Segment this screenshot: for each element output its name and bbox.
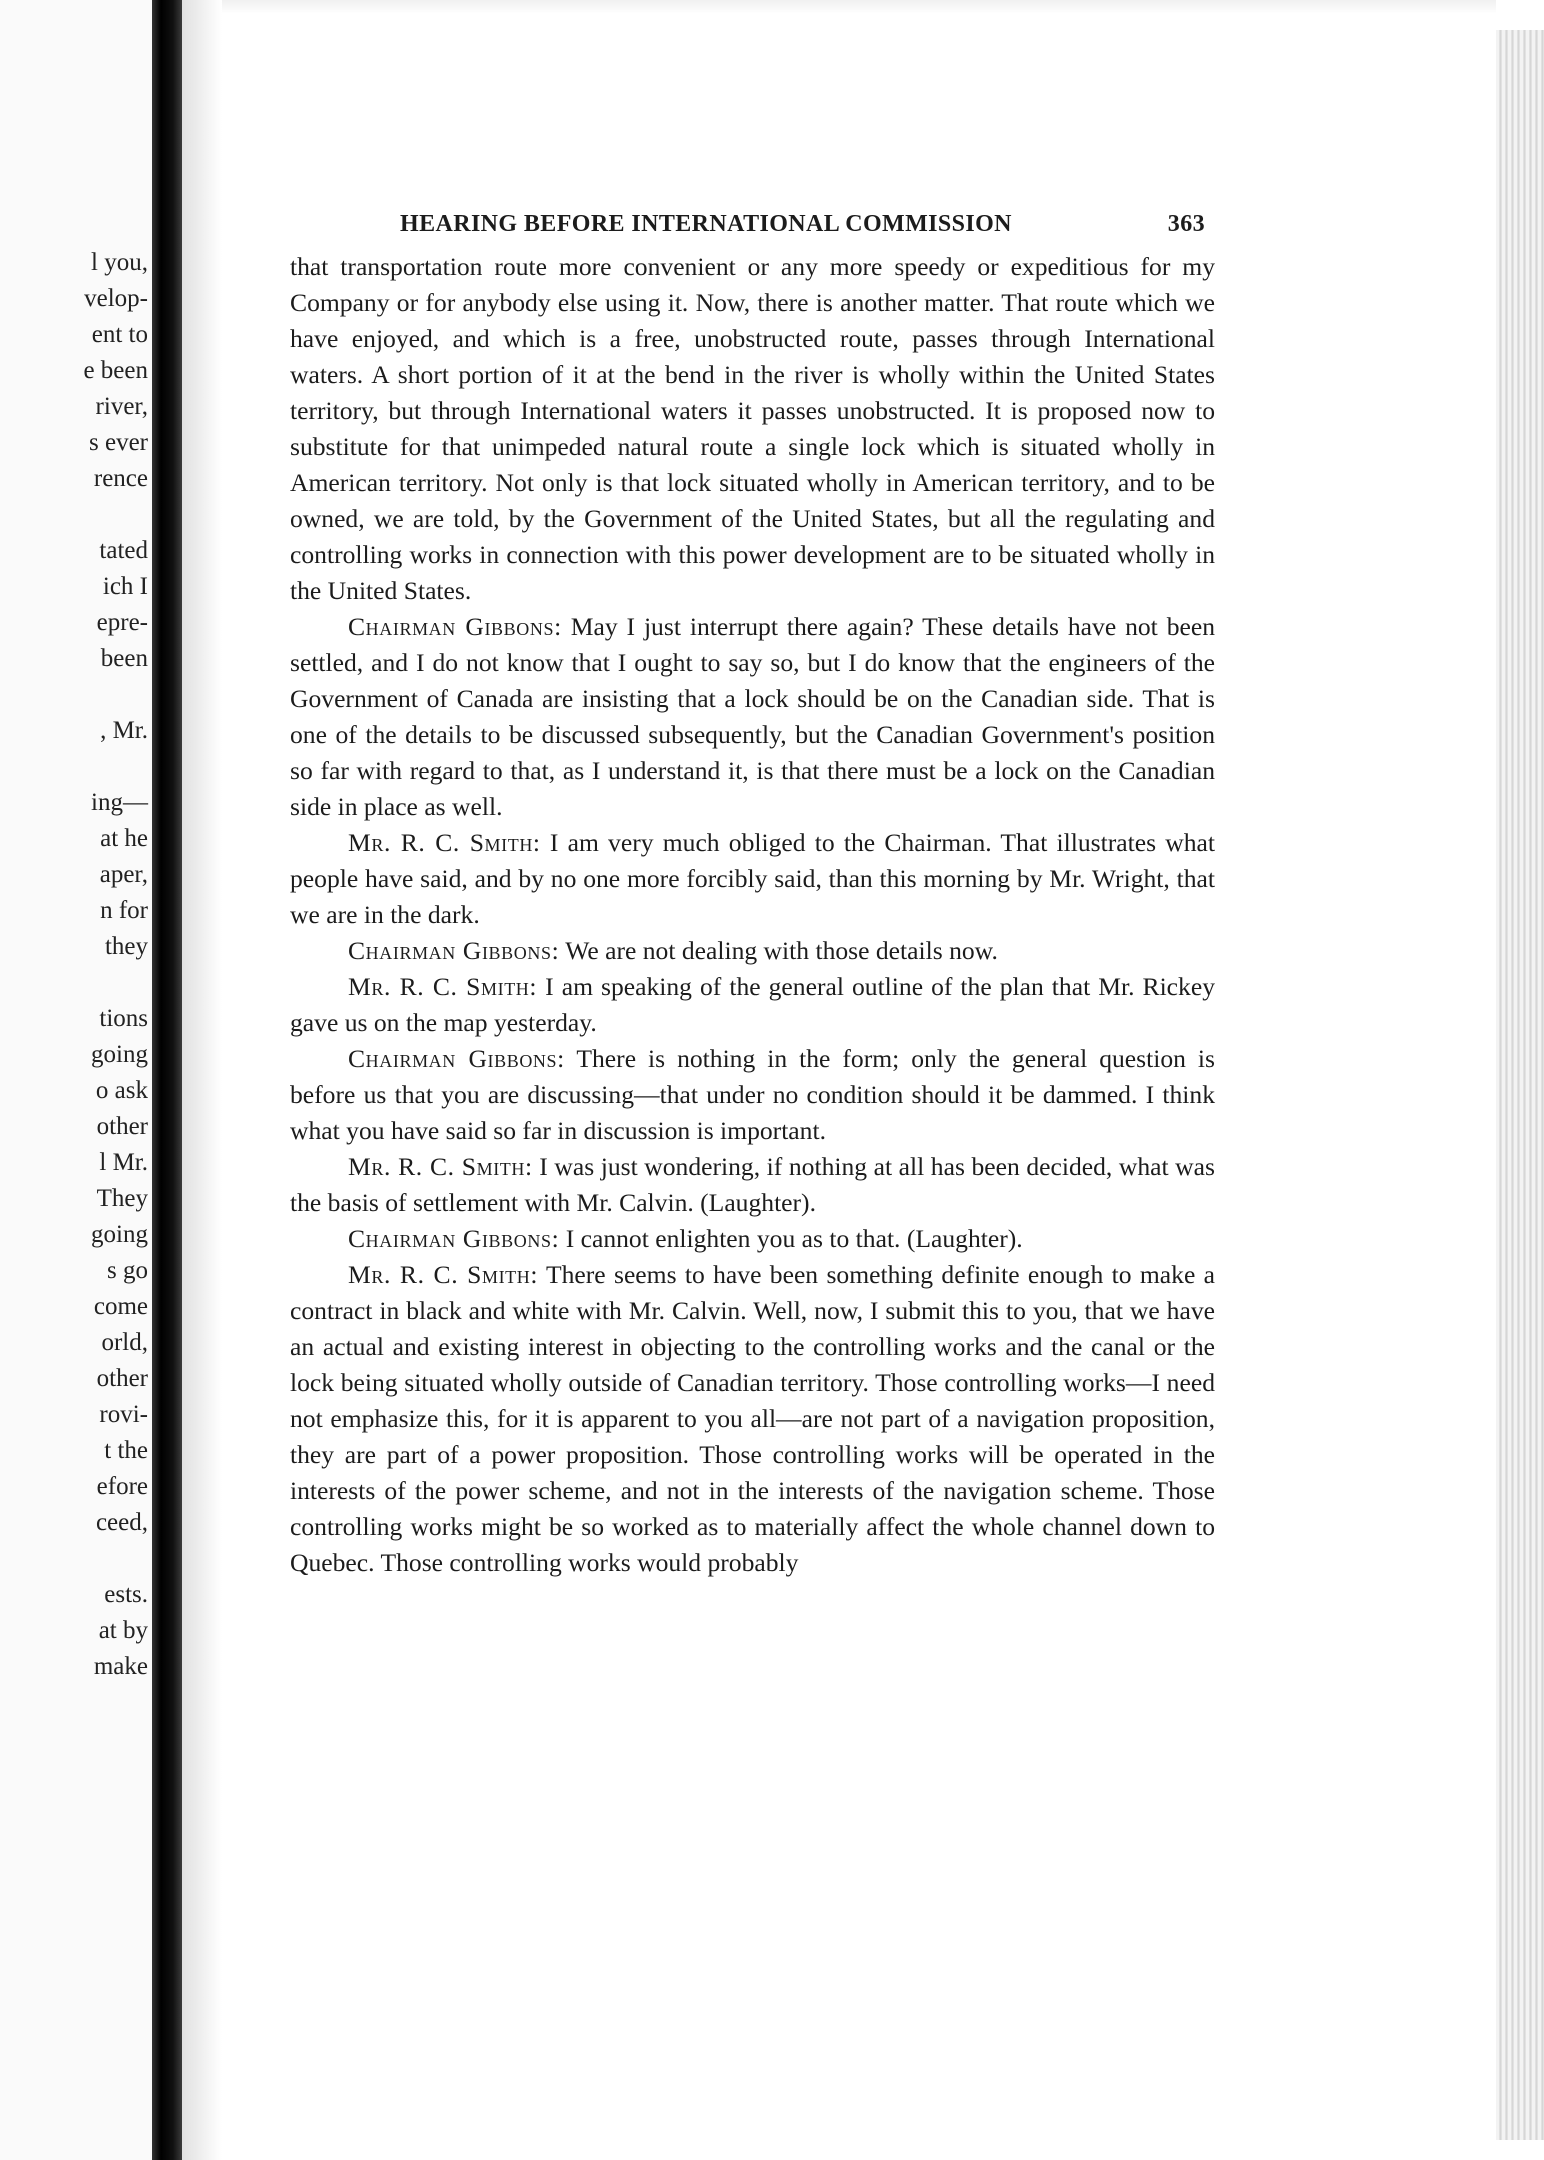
left-page-line: at he: [100, 825, 148, 852]
paragraph-text: May I just interrupt there again? These details have not been settled, and I do not know that I ought to say so, but I do know that the engineers of the Government of Canada are insisting that a lock should be on the Canadian side. That is one of the details to be discussed subsequently, but the Canadian Government's position so far with regard to that, as I understand it, is that there must be a lock on the Canadian side in place as well.: [290, 612, 1216, 821]
paragraph-text: I was just wondering, if nothing at all has been decided, what was the basis of settlement with Mr. Calvin. (Laughter).: [290, 1152, 1215, 1217]
paragraph: [290, 969, 1215, 1041]
left-page-line: rovi-: [99, 1401, 148, 1428]
page-body: [290, 249, 1215, 1581]
paragraph-text: I am speaking of the general outline of the plan that Mr. Rickey gave us on the map yesterday.: [290, 972, 1215, 1037]
speaker-name: Mr. R. C. Smith:: [348, 1152, 533, 1181]
paragraph: [290, 1221, 1215, 1257]
page-edges: [1496, 30, 1544, 2140]
paragraph: [290, 825, 1215, 933]
paragraph: [290, 1149, 1215, 1221]
gutter-shadow: [182, 0, 222, 2160]
paragraph: [290, 933, 1215, 969]
left-page-line: s ever: [89, 429, 148, 456]
paragraph: [290, 609, 1215, 825]
left-page-line: aper,: [99, 861, 148, 888]
left-page-line: t the: [104, 1437, 148, 1464]
left-page-line: s go: [107, 1257, 148, 1284]
left-page-line: ent to: [91, 321, 148, 348]
paragraph: [290, 1257, 1215, 1581]
left-page-line: epre-: [96, 609, 148, 636]
left-page-line: going: [91, 1041, 148, 1068]
left-page-line: l Mr.: [99, 1149, 148, 1176]
left-page-line: , Mr.: [100, 717, 148, 744]
left-page-line: going: [91, 1221, 148, 1248]
speaker-name: Chairman Gibbons:: [348, 612, 562, 641]
paragraph-text: There seems to have been something definite enough to make a contract in black and white with Mr. Calvin. Well, now, I submit this to you, that we have an actual and existing interest in objecting to the controlling works and the canal or the lock being situated wholly outside of Canadian territory. Those controlling works—I need not emphasize this, for it is apparent to you all—are not part of a navigation proposition, they are part of a power proposition. Those controlling works will be operated in the interests of the power scheme, and not in the interests of the navigation scheme. Those controlling works might be so worked as to materially affect the whole channel down to Quebec. Those controlling works would probably: [290, 1260, 1216, 1577]
left-page-line: n for: [100, 897, 148, 924]
left-page-line: e been: [83, 357, 148, 384]
left-page-line: ceed,: [95, 1509, 148, 1536]
left-page-line: make: [93, 1653, 148, 1680]
speaker-name: Chairman Gibbons:: [348, 1044, 565, 1073]
left-page-line: they: [104, 933, 148, 960]
left-page-line: other: [96, 1113, 148, 1140]
paragraph-text: that transportation route more convenient or any more speedy or expeditious for my Company or for anybody else using it. Now, there is another matter. That route which we have enjoyed, and which is a free, unobstructed route, passes through International waters. A short portion of it at the bend in the river is wholly within the United States territory, but through International waters it passes unobstructed. It is proposed now to substitute for that unimpeded natural route a single lock which is situated wholly in American territory. Not only is that lock situated wholly in American territory, and to be owned, we are told, by the Government of the United States, but all the regulating and controlling works in connection with this power development are to be situated wholly in the United States.: [290, 252, 1215, 605]
speaker-name: Mr. R. C. Smith:: [348, 1260, 539, 1289]
top-shadow: [222, 0, 1496, 14]
left-page-line: rence: [93, 465, 148, 492]
paragraph-text: We are not dealing with those details now.: [565, 936, 998, 965]
left-page-line: orld,: [101, 1329, 148, 1356]
paragraph-text: I cannot enlighten you as to that. (Laughter).: [565, 1224, 1023, 1253]
left-page-line: They: [96, 1185, 148, 1212]
left-page-line: ich I: [102, 573, 148, 600]
left-page-line: ests.: [104, 1581, 148, 1608]
left-page-line: come: [93, 1293, 148, 1320]
left-page-line: l you,: [91, 249, 148, 276]
left-page-line: tated: [99, 537, 148, 564]
left-page-line: tions: [99, 1005, 148, 1032]
left-page-line: ing—: [91, 789, 148, 816]
speaker-name: Chairman Gibbons:: [348, 1224, 560, 1253]
speaker-name: Chairman Gibbons:: [348, 936, 560, 965]
speaker-name: Mr. R. C. Smith:: [348, 972, 538, 1001]
left-page-line: efore: [96, 1473, 148, 1500]
left-page-line: been: [100, 645, 148, 672]
left-facing-page: [0, 0, 152, 2160]
speaker-name: Mr. R. C. Smith:: [348, 828, 541, 857]
left-page-line: velop-: [84, 285, 148, 312]
page-number: 363: [1167, 211, 1205, 237]
left-page-line: other: [96, 1365, 148, 1392]
left-page-line: river,: [95, 393, 148, 420]
page-header: [290, 205, 1215, 249]
paragraph: [290, 1041, 1215, 1149]
left-page-line: at by: [98, 1617, 148, 1644]
paragraph: [290, 249, 1215, 609]
paragraph-text: There is nothing in the form; only the general question is before us that you are discussing—that under no condition should it be dammed. I think what you have said so far in discussion is important.: [290, 1044, 1215, 1145]
book-gutter: [152, 0, 182, 2160]
left-page-line: o ask: [95, 1077, 148, 1104]
paragraph-text: I am very much obliged to the Chairman. That illustrates what people have said, and by no one more forcibly said, than this morning by Mr. Wright, that we are in the dark.: [290, 828, 1215, 929]
right-page: [290, 205, 1215, 1581]
running-head: HEARING BEFORE INTERNATIONAL COMMISSION: [400, 211, 1012, 237]
